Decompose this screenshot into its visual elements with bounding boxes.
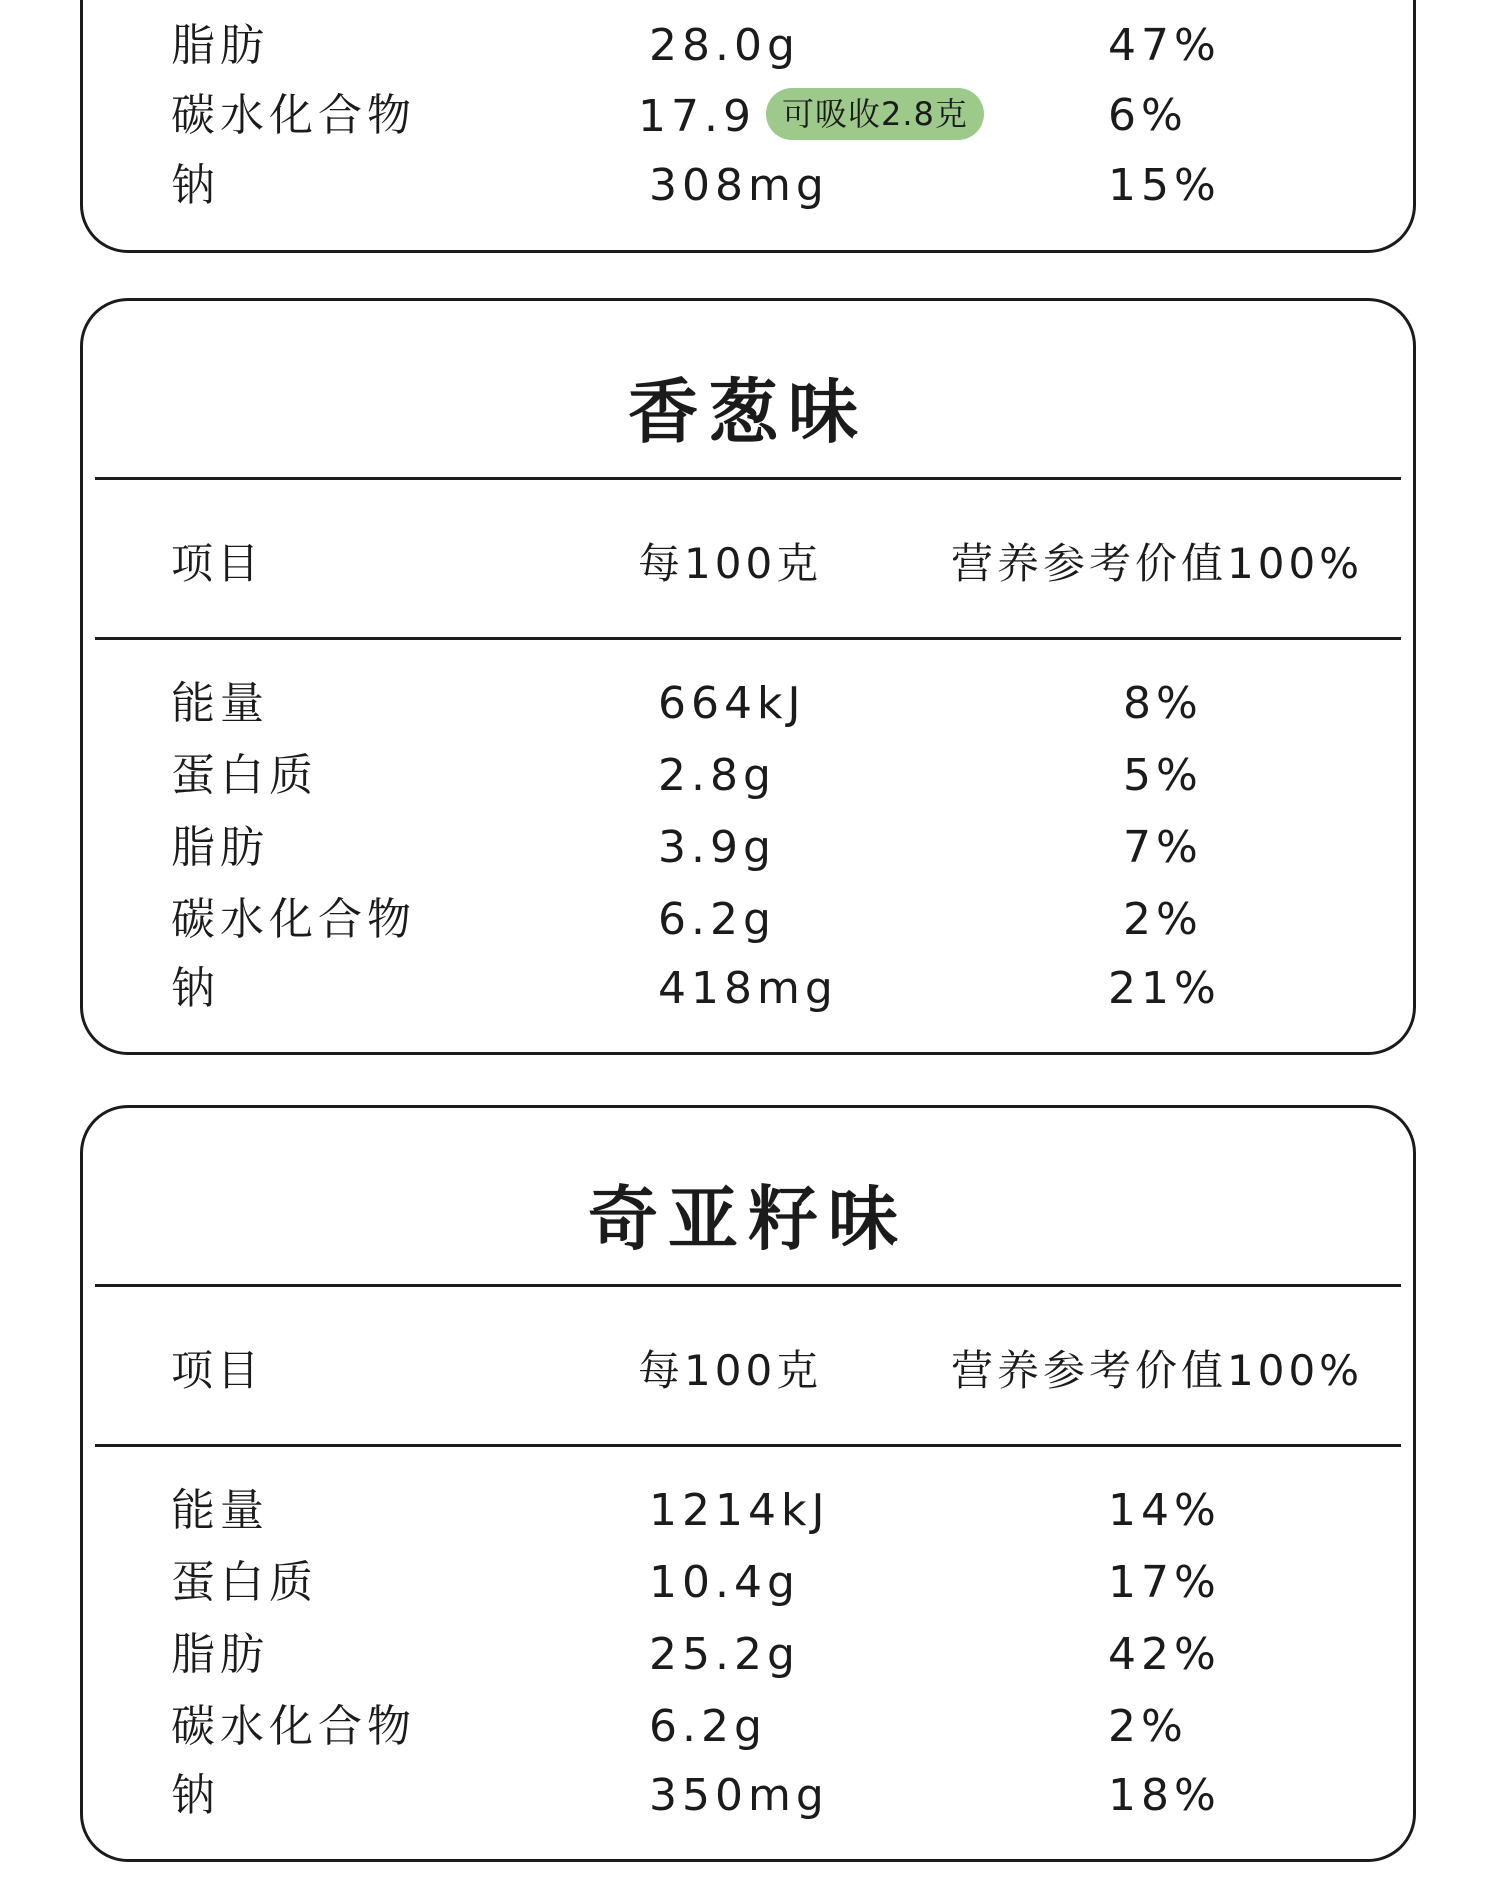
row-carbs-nrv: 6% [1108,90,1188,141]
row-fat-nrv: 42% [1108,1629,1221,1680]
card-title: 奇亚籽味 [588,1178,908,1260]
row-carbs-item: 碳水化合物 [171,1701,416,1752]
row-carbs-nrv: 2% [1108,1701,1188,1752]
row-sodium-nrv: 21% [1108,963,1221,1014]
row-fat-item: 脂肪 [171,822,269,873]
header-per100g: 每100克 [638,1346,823,1395]
row-fat-item: 脂肪 [171,1629,269,1680]
nutrition-card-chia [80,1105,1416,1862]
row-protein-value: 2.8g [658,750,776,801]
divider [95,477,1401,480]
row-energy-nrv: 8% [1123,678,1203,729]
row-carbs-value [638,88,984,145]
row-carbs-value: 6.2g [649,1701,767,1752]
header-item: 项目 [171,539,264,588]
row-sodium-item: 钠 [171,963,220,1014]
nutrition-card-previous [80,0,1416,253]
card-title: 香葱味 [628,371,868,453]
row-protein-value: 10.4g [649,1557,800,1608]
header-nrv: 营养参考价值100% [951,1346,1364,1395]
row-protein-item: 蛋白质 [171,750,318,801]
row-carbs-value: 6.2g [658,894,776,945]
row-energy-value: 664kJ [658,678,806,729]
row-fat-nrv: 7% [1123,822,1203,873]
row-energy-item: 能量 [171,1485,269,1536]
row-carbs-item: 碳水化合物 [171,90,416,141]
row-energy-item: 能量 [171,678,269,729]
divider [95,1284,1401,1287]
row-fat-value: 28.0g [649,20,800,71]
row-sodium-value: 418mg [658,963,838,1014]
row-protein-nrv: 17% [1108,1557,1221,1608]
row-sodium-value: 350mg [649,1770,829,1821]
divider [95,1444,1401,1447]
row-energy-nrv: 14% [1108,1485,1221,1536]
header-item: 项目 [171,1346,264,1395]
nutrition-card-scallion [80,298,1416,1055]
row-carbs-item: 碳水化合物 [171,894,416,945]
row-fat-value: 25.2g [649,1629,800,1680]
row-fat-value: 3.9g [658,822,776,873]
row-protein-nrv: 5% [1123,750,1203,801]
row-fat-nrv: 47% [1108,20,1221,71]
row-sodium-item: 钠 [171,1770,220,1821]
divider [95,637,1401,640]
row-fat-item: 脂肪 [171,20,269,71]
header-per100g: 每100克 [638,539,823,588]
row-sodium-nrv: 18% [1108,1770,1221,1821]
row-energy-value: 1214kJ [649,1485,830,1536]
row-sodium-nrv: 15% [1108,160,1221,211]
row-sodium-value: 308mg [649,160,829,211]
absorbable-carbs-badge: 可吸收2.8克 [766,88,984,140]
row-protein-item: 蛋白质 [171,1557,318,1608]
header-nrv: 营养参考价值100% [951,539,1364,588]
row-carbs-nrv: 2% [1123,894,1203,945]
row-carbs-value-text: 17.9 [638,91,756,142]
row-sodium-item: 钠 [171,160,220,211]
